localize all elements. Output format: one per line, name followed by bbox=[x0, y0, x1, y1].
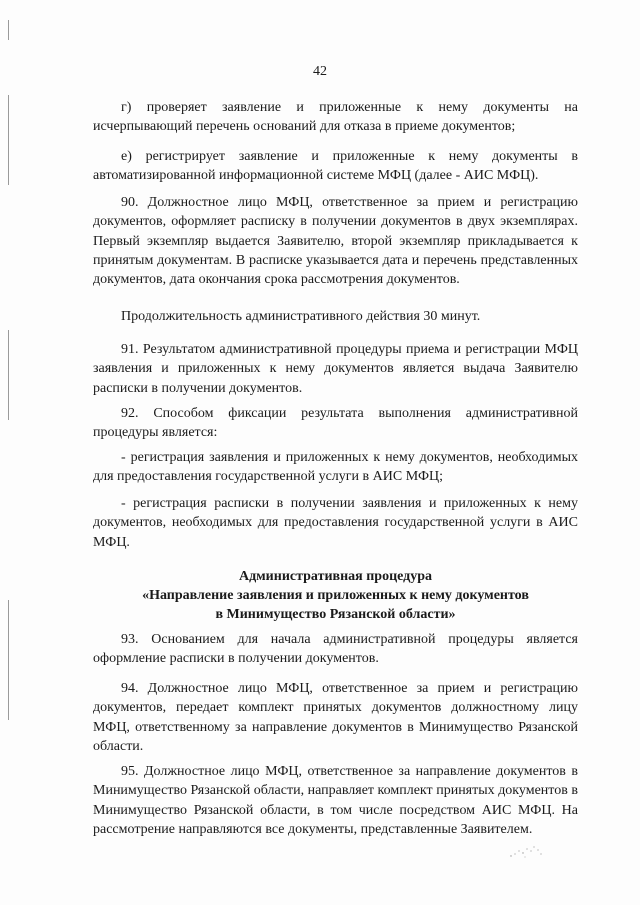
paragraph-91: 91. Результатом административной процедуры приема и регистрации МФЦ заявления и приложенных к нему документов является выдача Заявителю расписки в получении документов. bbox=[93, 342, 578, 396]
section-heading-line-1: Административная процедура bbox=[238, 569, 433, 584]
paragraph-95: 95. Должностное лицо МФЦ, ответственное за направление документов в Минимущество Рязанской области, направляет комплект принятых документов в Минимущество Рязанской области, в том числе посредством АИС МФЦ. На рассмотрение направляются все документы, представленные Заявителем. bbox=[93, 764, 578, 837]
scan-edge-line bbox=[8, 20, 9, 40]
paragraph-94: 94. Должностное лицо МФЦ, ответственное за прием и регистрацию документов, передает комплект принятых документов должностному лицу МФЦ, ответственному за направление документов в Минимущество Рязанской области. bbox=[93, 681, 578, 754]
paragraph-90: 90. Должностное лицо МФЦ, ответственное за прием и регистрацию документов, оформляет расписку в получении документов в двух экземплярах. Первый экземпляр выдается Заявителю, второй экземпляр прикладывается к принятым документам. В расписке указывается дата и перечень представленных документов, дата окончания срока рассмотрения документов. bbox=[93, 195, 578, 288]
paragraph-duration: Продолжительность административного действия 30 минут. bbox=[121, 309, 481, 324]
paragraph-92-bullet-1: - регистрация заявления и приложенных к нему документов, необходимых для предоставления государственной услуги в АИС МФЦ; bbox=[93, 450, 578, 485]
paragraph-92-bullet-2: - регистрация расписки в получении заявления и приложенных к нему документов, необходимых для предоставления государственной услуги в АИС МФЦ. bbox=[93, 496, 578, 550]
scan-edge-line bbox=[8, 95, 9, 185]
section-heading-line-3: в Минимущество Рязанской области» bbox=[215, 607, 456, 622]
paragraph-92: 92. Способом фиксации результата выполнения административной процедуры является: bbox=[93, 406, 578, 441]
section-heading-line-2: «Направление заявления и приложенных к нему документов bbox=[142, 588, 529, 603]
scan-edge-line bbox=[8, 330, 9, 420]
scan-edge-line bbox=[8, 600, 9, 720]
paragraph-93: 93. Основанием для начала административной процедуры является оформление расписки в получении документов. bbox=[93, 632, 578, 667]
section-heading bbox=[93, 567, 578, 624]
scan-noise-mark bbox=[507, 842, 547, 862]
paragraph-item-e: е) регистрирует заявление и приложенные к нему документы в автоматизированной информационной системе МФЦ (далее - АИС МФЦ). bbox=[93, 149, 578, 184]
paragraph-item-g: г) проверяет заявление и приложенные к нему документы на исчерпывающий перечень оснований для отказа в приеме документов; bbox=[93, 100, 578, 135]
page-number: 42 bbox=[313, 64, 327, 79]
